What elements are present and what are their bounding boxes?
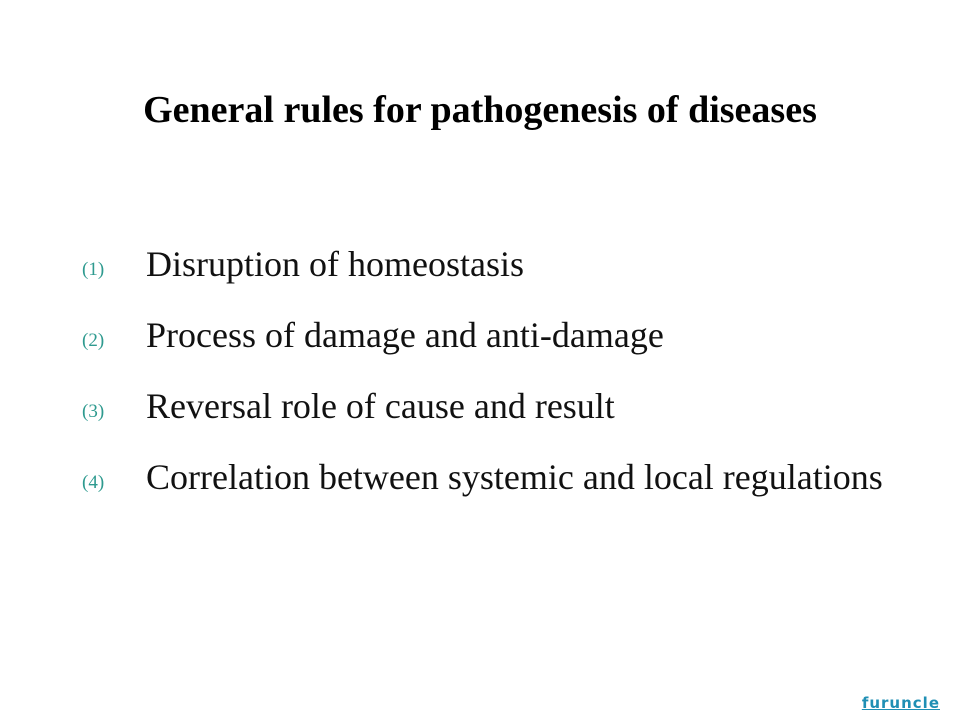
list-item [82,238,902,299]
list-item-text: Disruption of homeostasis [146,244,524,284]
list-item [82,451,902,512]
list-item-number: (2) [82,330,105,351]
list-item-number: (3) [82,401,105,422]
furuncle-link[interactable]: furuncle [861,694,940,712]
list-item-number: (4) [82,472,105,493]
slide-title: General rules for pathogenesis of diseases [143,89,817,131]
list-item-text: Reversal role of cause and result [146,386,615,426]
list-item [82,309,902,370]
list-item-text: Correlation between systemic and local regulations [146,457,883,497]
list-item-number: (1) [82,259,105,280]
rules-list [82,238,902,522]
list-item [82,380,902,441]
list-item-text: Process of damage and anti-damage [146,315,664,355]
